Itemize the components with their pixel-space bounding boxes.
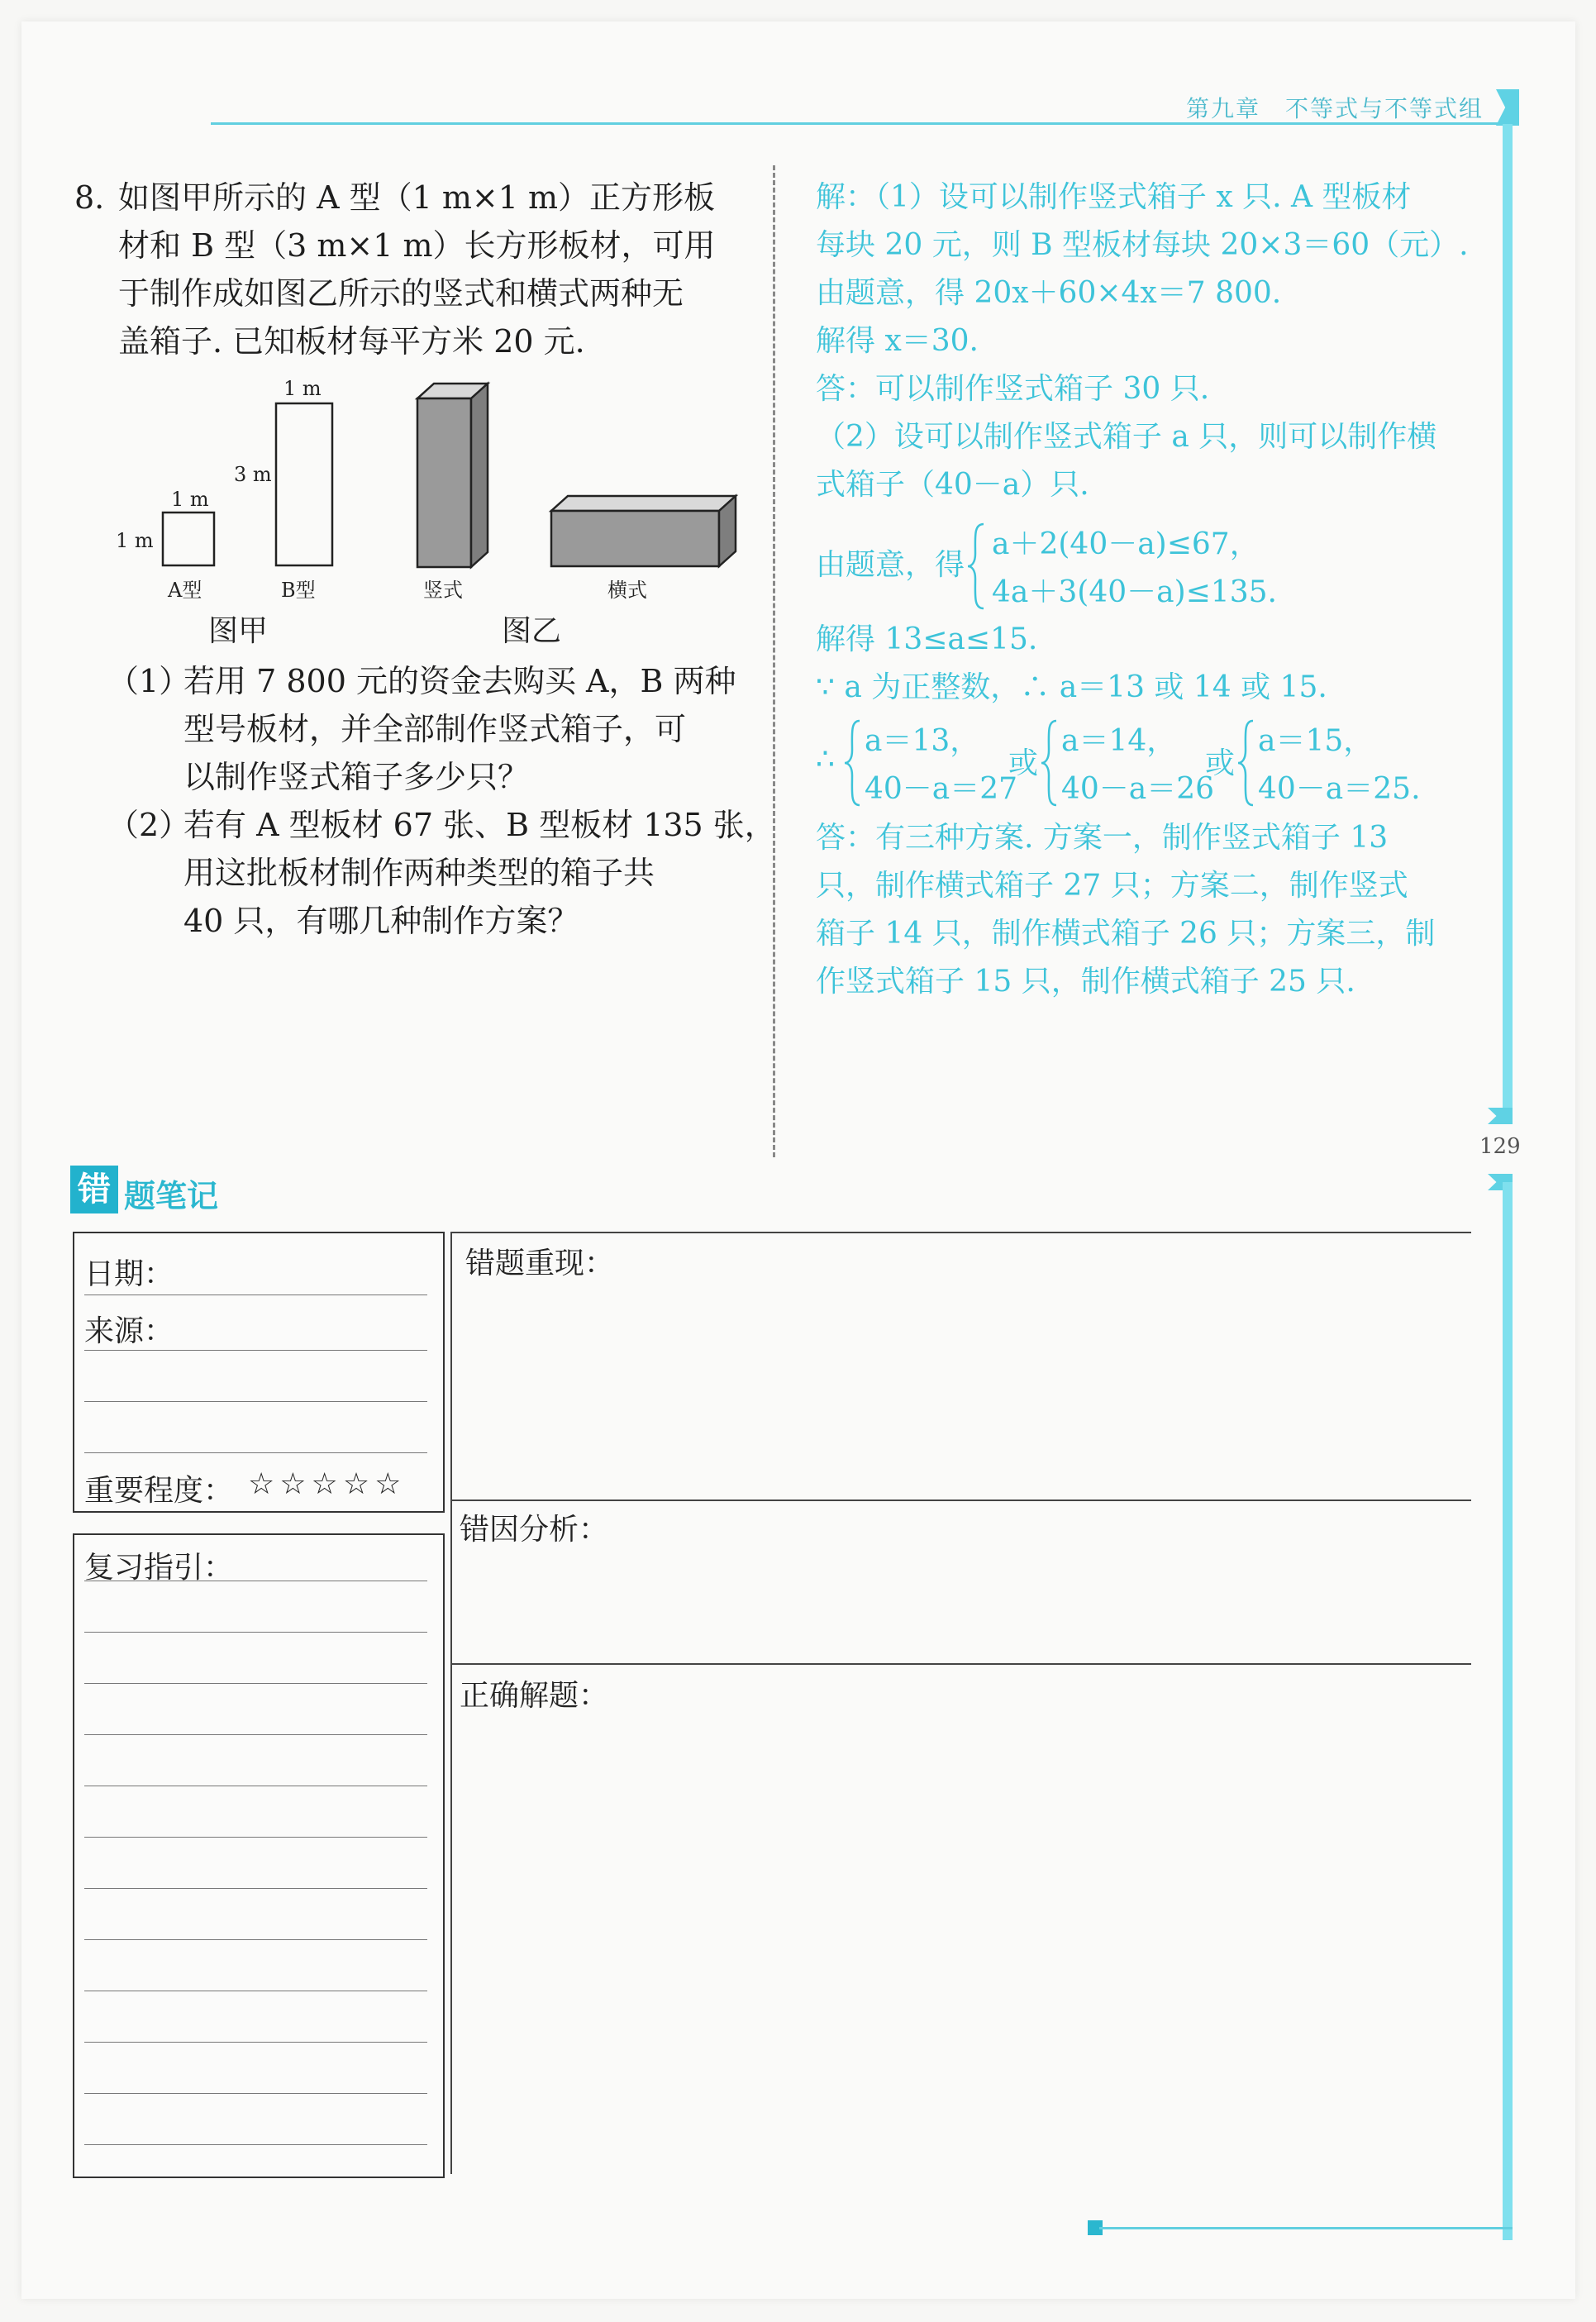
review-rule[interactable] [84,1837,427,1838]
section-rule [450,1663,1471,1665]
redo-area[interactable] [463,1281,1463,1488]
right-margin-bar [1503,124,1513,1124]
notes-badge: 错 [70,1166,118,1213]
part2-line: 40 只，有哪几种制作方案？ [183,903,579,939]
redo-label: 错题重现： [465,1247,615,1280]
bottom-rule [1099,2227,1513,2229]
caption-yi: 图乙 [502,614,562,648]
part1-line: 型号板材，并全部制作竖式箱子，可 [183,711,687,747]
label-b-type: B型 [281,579,316,602]
review-rule[interactable] [84,1888,427,1889]
solve-line: 解得 13≤a≤15. [816,622,1038,656]
square-a [163,513,214,565]
review-rule[interactable] [84,1632,427,1633]
case-brace [1040,718,1061,808]
label-a-top: 1 m [171,488,209,511]
case-row: a＝15， [1258,724,1374,758]
case-brace [1236,718,1258,808]
final-answer-line: 只，制作横式箱子 27 只；方案二，制作竖式 [816,869,1408,903]
rect-b [276,403,332,565]
page-number: 129 [1479,1134,1521,1159]
system-brace [965,521,989,612]
answer-line: 答：可以制作竖式箱子 30 只. [816,372,1210,406]
answer-line: 式箱子（40－a）只. [816,468,1089,502]
question-line: 盖箱子. 已知板材每平方米 20 元. [118,323,585,360]
vertical-box-front [417,398,471,567]
importance-label: 重要程度： [84,1474,234,1508]
correct-area[interactable] [463,1715,1463,2170]
question-line: 如图甲所示的 A 型（1 m×1 m）正方形板 [118,179,716,216]
answer-line: 由题意，得 20x＋60×4x＝7 800. [816,276,1282,310]
or-word: 或 [1008,746,1039,780]
column-separator [773,165,775,1157]
case-row: 40－a＝26 [1061,772,1215,806]
review-rule[interactable] [84,2144,427,2145]
final-answer-line: 箱子 14 只，制作横式箱子 26 只；方案三，制 [816,917,1436,951]
part1-number: （1） [107,663,191,699]
notes-title: 题笔记 [124,1178,219,1214]
date-label: 日期： [84,1257,174,1291]
right-area-divider [450,1232,452,2174]
review-rule[interactable] [84,1683,427,1684]
review-rule[interactable] [84,2093,427,2094]
part1-line: 以制作竖式箱子多少只？ [183,759,530,795]
review-label: 复习指引： [84,1551,234,1585]
blank-rule[interactable] [84,1401,427,1402]
label-a-type: A型 [168,579,202,602]
system-row: a＋2(40－a)≤67， [992,527,1260,561]
system-row: 4a＋3(40－a)≤135. [992,575,1277,609]
answer-line: 每块 20 元，则 B 型板材每块 20×3＝60（元）. [816,228,1469,262]
therefore-symbol: ∴ [816,742,835,776]
cause-label: 错因分析： [460,1513,609,1547]
label-b-left: 3 m [234,463,272,486]
case-row: a＝13， [865,724,980,758]
label-a-left: 1 m [116,529,154,552]
review-rule[interactable] [84,1939,427,1940]
system-prefix: 由题意，得 [816,548,965,582]
header-rule [211,122,1508,125]
cause-area[interactable] [463,1546,1463,1653]
label-vertical: 竖式 [423,579,463,602]
part2-line: 若有 A 型板材 67 张、B 型板材 135 张， [183,807,776,843]
right-margin-bar [1503,1182,1513,2240]
source-rule[interactable] [84,1350,427,1351]
review-box [73,1533,445,2178]
importance-stars[interactable]: ☆☆☆☆☆ [248,1467,407,1501]
question-line: 于制作成如图乙所示的竖式和横式两种无 [118,275,684,312]
case-row: a＝14， [1061,724,1177,758]
question-number: 8. [74,179,105,216]
part2-number: （2） [107,807,191,843]
case-brace [843,718,865,808]
right-top-rule [450,1232,1471,1233]
answer-line: 解得 x＝30. [816,324,979,358]
horizontal-box-top [551,496,736,511]
or-word: 或 [1205,746,1236,780]
source-label: 来源： [84,1314,174,1348]
horizontal-box-front [551,511,719,566]
section-rule [450,1500,1471,1501]
answer-line: 解：（1）设可以制作竖式箱子 x 只. A 型板材 [816,180,1412,214]
answer-line: （2）设可以制作竖式箱子 a 只，则可以制作横 [816,420,1437,454]
case-row: 40－a＝25. [1258,772,1421,806]
question-line: 材和 B 型（3 m×1 m）长方形板材，可用 [118,227,716,264]
final-answer-line: 答：有三种方案. 方案一，制作竖式箱子 13 [816,821,1389,855]
final-answer-line: 作竖式箱子 15 只，制作横式箱子 25 只. [816,965,1355,999]
integer-line: ∵ a 为正整数，∴ a＝13 或 14 或 15. [816,670,1327,704]
vertical-box-side [471,384,488,567]
caption-jia: 图甲 [208,614,269,648]
part2-line: 用这批板材制作两种类型的箱子共 [183,855,655,891]
label-horizontal: 横式 [607,579,647,602]
correct-label: 正确解题： [460,1679,609,1713]
label-b-top: 1 m [283,377,322,400]
review-rule[interactable] [84,2042,427,2043]
chapter-header: 第九章 不等式与不等式组 [1186,95,1484,122]
blank-rule[interactable] [84,1452,427,1453]
case-row: 40－a＝27 [865,772,1018,806]
part1-line: 若用 7 800 元的资金去购买 A，B 两种 [183,663,736,699]
review-rule[interactable] [84,1734,427,1735]
